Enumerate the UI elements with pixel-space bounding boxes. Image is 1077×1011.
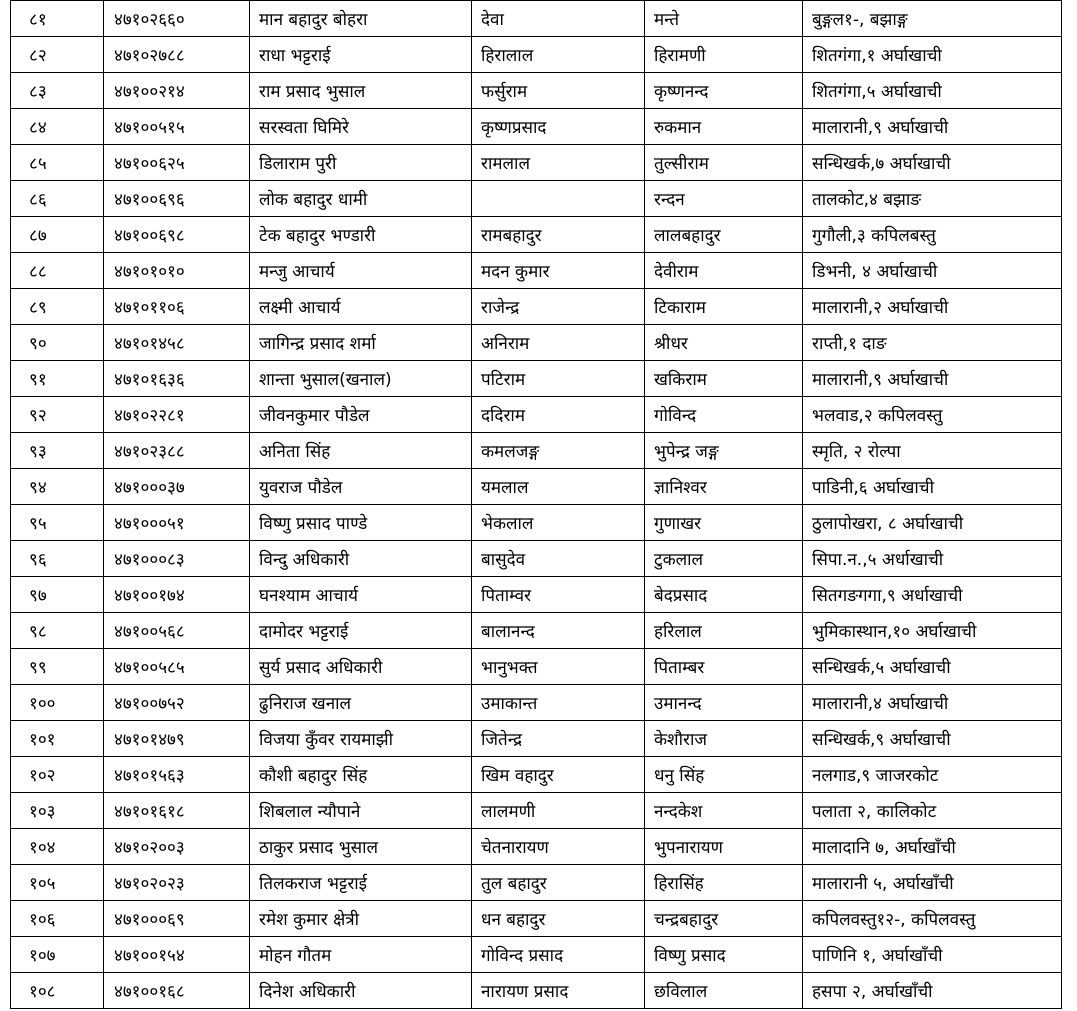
serial-number-cell: १०३ — [11, 793, 104, 829]
registration-number-cell: ४७१०००३७ — [104, 469, 250, 505]
table-row — [11, 109, 1062, 145]
person-name-cell: अनिता सिंह — [250, 433, 472, 469]
person-name-cell: विजया कुँवर रायमाझी — [250, 721, 472, 757]
registration-number-cell: ४७१०१४७९ — [104, 721, 250, 757]
father-name-cell: यमलाल — [472, 469, 645, 505]
registration-number-cell: ४७१००५६८ — [104, 613, 250, 649]
address-cell: ठुलापोखरा, ८ अर्घाखाची — [803, 505, 1062, 541]
serial-number-cell: ८७ — [11, 217, 104, 253]
person-name-cell: कौशी बहादुर सिंह — [250, 757, 472, 793]
address-cell: पलाता २, कालिकोट — [803, 793, 1062, 829]
grandfather-name-cell: रन्दन — [645, 181, 803, 217]
table-row — [11, 325, 1062, 361]
registration-number-cell: ४७१००१५४ — [104, 937, 250, 973]
father-name-cell: धन बहादुर — [472, 901, 645, 937]
address-cell: शितगंगा,५ अर्घाखाची — [803, 73, 1062, 109]
table-row — [11, 217, 1062, 253]
person-name-cell: युवराज पौडेल — [250, 469, 472, 505]
grandfather-name-cell: गुणाखर — [645, 505, 803, 541]
father-name-cell: उमाकान्त — [472, 685, 645, 721]
grandfather-name-cell: नन्दकेश — [645, 793, 803, 829]
table-row — [11, 253, 1062, 289]
registration-number-cell: ४७१०२०२३ — [104, 865, 250, 901]
table-row — [11, 361, 1062, 397]
father-name-cell: रामलाल — [472, 145, 645, 181]
serial-number-cell: ९५ — [11, 505, 104, 541]
person-name-cell: मान बहादुर बोहरा — [250, 1, 472, 37]
address-cell: पाडिनी,६ अर्घाखाची — [803, 469, 1062, 505]
serial-number-cell: १०८ — [11, 973, 104, 1009]
grandfather-name-cell: केशौराज — [645, 721, 803, 757]
table-row — [11, 541, 1062, 577]
address-cell: मालारानी,४ अर्घाखाची — [803, 685, 1062, 721]
table-row — [11, 73, 1062, 109]
grandfather-name-cell: चन्द्रबहादुर — [645, 901, 803, 937]
grandfather-name-cell: उमानन्द — [645, 685, 803, 721]
person-name-cell: सुर्य प्रसाद अधिकारी — [250, 649, 472, 685]
serial-number-cell: ८३ — [11, 73, 104, 109]
grandfather-name-cell: भुपनारायण — [645, 829, 803, 865]
grandfather-name-cell: छविलाल — [645, 973, 803, 1009]
father-name-cell: पटिराम — [472, 361, 645, 397]
table-row — [11, 649, 1062, 685]
table-row — [11, 145, 1062, 181]
serial-number-cell: १०२ — [11, 757, 104, 793]
address-cell: भलवाड,२ कपिलवस्तु — [803, 397, 1062, 433]
serial-number-cell: ९७ — [11, 577, 104, 613]
registration-number-cell: ४७१०१४५८ — [104, 325, 250, 361]
grandfather-name-cell: हरिलाल — [645, 613, 803, 649]
serial-number-cell: ९१ — [11, 361, 104, 397]
grandfather-name-cell: रुकमान — [645, 109, 803, 145]
person-name-cell: डिलाराम पुरी — [250, 145, 472, 181]
table-row — [11, 1, 1062, 37]
registration-number-cell: ४७१०२००३ — [104, 829, 250, 865]
father-name-cell: पिताम्वर — [472, 577, 645, 613]
person-name-cell: दामोदर भट्टराई — [250, 613, 472, 649]
registration-number-cell: ४७१००७५२ — [104, 685, 250, 721]
serial-number-cell: १०७ — [11, 937, 104, 973]
table-row — [11, 721, 1062, 757]
father-name-cell: मदन कुमार — [472, 253, 645, 289]
grandfather-name-cell: ज्ञानिश्वर — [645, 469, 803, 505]
father-name-cell: नारायण प्रसाद — [472, 973, 645, 1009]
grandfather-name-cell: हिरासिंह — [645, 865, 803, 901]
father-name-cell: ददिराम — [472, 397, 645, 433]
table-row — [11, 793, 1062, 829]
person-name-cell: टेक बहादुर भण्डारी — [250, 217, 472, 253]
serial-number-cell: १०४ — [11, 829, 104, 865]
serial-number-cell: ८४ — [11, 109, 104, 145]
person-name-cell: दिनेश अधिकारी — [250, 973, 472, 1009]
registration-number-cell: ४७१०१६१८ — [104, 793, 250, 829]
father-name-cell: राजेन्द्र — [472, 289, 645, 325]
father-name-cell: खिम वहादुर — [472, 757, 645, 793]
registration-number-cell: ४७१००२१४ — [104, 73, 250, 109]
table-row — [11, 973, 1062, 1009]
registration-number-cell: ४७१०२२८१ — [104, 397, 250, 433]
father-name-cell: देवा — [472, 1, 645, 37]
serial-number-cell: ८५ — [11, 145, 104, 181]
address-cell: पाणिनि १, अर्घाखाँची — [803, 937, 1062, 973]
father-name-cell: कृष्णप्रसाद — [472, 109, 645, 145]
father-name-cell: बासुदेव — [472, 541, 645, 577]
person-name-cell: लक्ष्मी आचार्य — [250, 289, 472, 325]
person-name-cell: शान्ता भुसाल(खनाल) — [250, 361, 472, 397]
registration-number-cell: ४७१००६२५ — [104, 145, 250, 181]
serial-number-cell: १०६ — [11, 901, 104, 937]
grandfather-name-cell: गोविन्द — [645, 397, 803, 433]
grandfather-name-cell: मन्ते — [645, 1, 803, 37]
grandfather-name-cell: श्रीधर — [645, 325, 803, 361]
serial-number-cell: ९२ — [11, 397, 104, 433]
person-name-cell: रमेश कुमार क्षेत्री — [250, 901, 472, 937]
serial-number-cell: १०० — [11, 685, 104, 721]
address-cell: शितगंगा,१ अर्घाखाची — [803, 37, 1062, 73]
person-name-cell: तिलकराज भट्टराई — [250, 865, 472, 901]
person-name-cell: जागिन्द्र प्रसाद शर्मा — [250, 325, 472, 361]
person-name-cell: राम प्रसाद भुसाल — [250, 73, 472, 109]
registration-number-cell: ४७१०२७८८ — [104, 37, 250, 73]
table-row — [11, 577, 1062, 613]
father-name-cell — [472, 181, 645, 217]
person-name-cell: लोक बहादुर धामी — [250, 181, 472, 217]
person-name-cell: घनश्याम आचार्य — [250, 577, 472, 613]
table-row — [11, 901, 1062, 937]
address-cell: भुमिकास्थान,१० अर्घाखाची — [803, 613, 1062, 649]
registration-number-cell: ४७१०१०१० — [104, 253, 250, 289]
grandfather-name-cell: हिरामणी — [645, 37, 803, 73]
address-cell: कपिलवस्तु१२-, कपिलवस्तु — [803, 901, 1062, 937]
registration-number-cell: ४७१००६९८ — [104, 217, 250, 253]
table-row — [11, 505, 1062, 541]
registration-number-cell: ४७१००५१५ — [104, 109, 250, 145]
father-name-cell: लालमणी — [472, 793, 645, 829]
grandfather-name-cell: टिकाराम — [645, 289, 803, 325]
address-cell: मालारानी,९ अर्घाखाची — [803, 109, 1062, 145]
serial-number-cell: १०१ — [11, 721, 104, 757]
registration-number-cell: ४७१०१५६३ — [104, 757, 250, 793]
person-name-cell: विन्दु अधिकारी — [250, 541, 472, 577]
father-name-cell: फर्सुराम — [472, 73, 645, 109]
father-name-cell: भानुभक्त — [472, 649, 645, 685]
serial-number-cell: ८६ — [11, 181, 104, 217]
address-cell: नलगाड,९ जाजरकोट — [803, 757, 1062, 793]
address-cell: सन्धिखर्क,७ अर्घाखाची — [803, 145, 1062, 181]
serial-number-cell: १०५ — [11, 865, 104, 901]
address-cell: मालारानी,२ अर्घाखाची — [803, 289, 1062, 325]
registration-number-cell: ४७१००१६८ — [104, 973, 250, 1009]
table-row — [11, 37, 1062, 73]
grandfather-name-cell: कृष्णनन्द — [645, 73, 803, 109]
grandfather-name-cell: लालबहादुर — [645, 217, 803, 253]
serial-number-cell: ८९ — [11, 289, 104, 325]
registration-number-cell: ४७१०११०६ — [104, 289, 250, 325]
address-cell: सन्धिखर्क,५ अर्घाखाची — [803, 649, 1062, 685]
registration-number-cell: ४७१००१७४ — [104, 577, 250, 613]
table-row — [11, 289, 1062, 325]
address-cell: सन्धिखर्क,९ अर्घाखाची — [803, 721, 1062, 757]
father-name-cell: जितेन्द्र — [472, 721, 645, 757]
address-cell: मालारानी,९ अर्घाखाची — [803, 361, 1062, 397]
grandfather-name-cell: बेदप्रसाद — [645, 577, 803, 613]
father-name-cell: गोविन्द प्रसाद — [472, 937, 645, 973]
serial-number-cell: ८२ — [11, 37, 104, 73]
father-name-cell: अनिराम — [472, 325, 645, 361]
grandfather-name-cell: पिताम्बर — [645, 649, 803, 685]
registration-number-cell: ४७१०००६९ — [104, 901, 250, 937]
address-cell: स्मृति, २ रोल्पा — [803, 433, 1062, 469]
roll-table — [10, 0, 1062, 1009]
registration-number-cell: ४७१०२६६० — [104, 1, 250, 37]
address-cell: हसपा २, अर्घाखाँची — [803, 973, 1062, 1009]
person-name-cell: ठाकुर प्रसाद भुसाल — [250, 829, 472, 865]
table-row — [11, 433, 1062, 469]
father-name-cell: कमलजङ्ग — [472, 433, 645, 469]
person-name-cell: जीवनकुमार पौडेल — [250, 397, 472, 433]
person-name-cell: सरस्वता घिमिरे — [250, 109, 472, 145]
table-row — [11, 397, 1062, 433]
father-name-cell: चेतनारायण — [472, 829, 645, 865]
table-row — [11, 613, 1062, 649]
registration-number-cell: ४७१००६९६ — [104, 181, 250, 217]
person-name-cell: विष्णु प्रसाद पाण्डे — [250, 505, 472, 541]
address-cell: डिभनी, ४ अर्घाखाची — [803, 253, 1062, 289]
registration-number-cell: ४७१०२३८८ — [104, 433, 250, 469]
table-row — [11, 937, 1062, 973]
table-row — [11, 181, 1062, 217]
serial-number-cell: ९० — [11, 325, 104, 361]
registration-number-cell: ४७१०१६३६ — [104, 361, 250, 397]
person-name-cell: मन्जु आचार्य — [250, 253, 472, 289]
person-name-cell: राधा भट्टराई — [250, 37, 472, 73]
table-row — [11, 757, 1062, 793]
grandfather-name-cell: भुपेन्द्र जङ्ग — [645, 433, 803, 469]
father-name-cell: बालानन्द — [472, 613, 645, 649]
serial-number-cell: ९८ — [11, 613, 104, 649]
grandfather-name-cell: धनु सिंह — [645, 757, 803, 793]
table-row — [11, 829, 1062, 865]
grandfather-name-cell: विष्णु प्रसाद — [645, 937, 803, 973]
address-cell: राप्ती,१ दाङ — [803, 325, 1062, 361]
person-name-cell: शिबलाल न्यौपाने — [250, 793, 472, 829]
table-row — [11, 685, 1062, 721]
address-cell: सितगङगगा,९ अर्धाखाची — [803, 577, 1062, 613]
grandfather-name-cell: देवीराम — [645, 253, 803, 289]
grandfather-name-cell: तुल्सीराम — [645, 145, 803, 181]
address-cell: मालारानी ५, अर्घाखाँची — [803, 865, 1062, 901]
address-cell: तालकोट,४ बझाङ — [803, 181, 1062, 217]
grandfather-name-cell: टुकलाल — [645, 541, 803, 577]
table-row — [11, 865, 1062, 901]
table-row — [11, 469, 1062, 505]
father-name-cell: हिरालाल — [472, 37, 645, 73]
address-cell: मालादानि ७, अर्घाखाँची — [803, 829, 1062, 865]
registration-number-cell: ४७१०००५१ — [104, 505, 250, 541]
roll-table-body — [11, 1, 1062, 1009]
serial-number-cell: ८८ — [11, 253, 104, 289]
serial-number-cell: ८१ — [11, 1, 104, 37]
person-name-cell: ढुनिराज खनाल — [250, 685, 472, 721]
registration-number-cell: ४७१०००८३ — [104, 541, 250, 577]
father-name-cell: रामबहादुर — [472, 217, 645, 253]
address-cell: बुङ्गल१-, बझाङ्ग — [803, 1, 1062, 37]
serial-number-cell: ९६ — [11, 541, 104, 577]
address-cell: गुगौली,३ कपिलबस्तु — [803, 217, 1062, 253]
registration-number-cell: ४७१००५८५ — [104, 649, 250, 685]
serial-number-cell: ९३ — [11, 433, 104, 469]
person-name-cell: मोहन गौतम — [250, 937, 472, 973]
address-cell: सिपा.न.,५ अर्धाखाची — [803, 541, 1062, 577]
serial-number-cell: ९४ — [11, 469, 104, 505]
serial-number-cell: ९९ — [11, 649, 104, 685]
grandfather-name-cell: खकिराम — [645, 361, 803, 397]
father-name-cell: भेकलाल — [472, 505, 645, 541]
father-name-cell: तुल बहादुर — [472, 865, 645, 901]
